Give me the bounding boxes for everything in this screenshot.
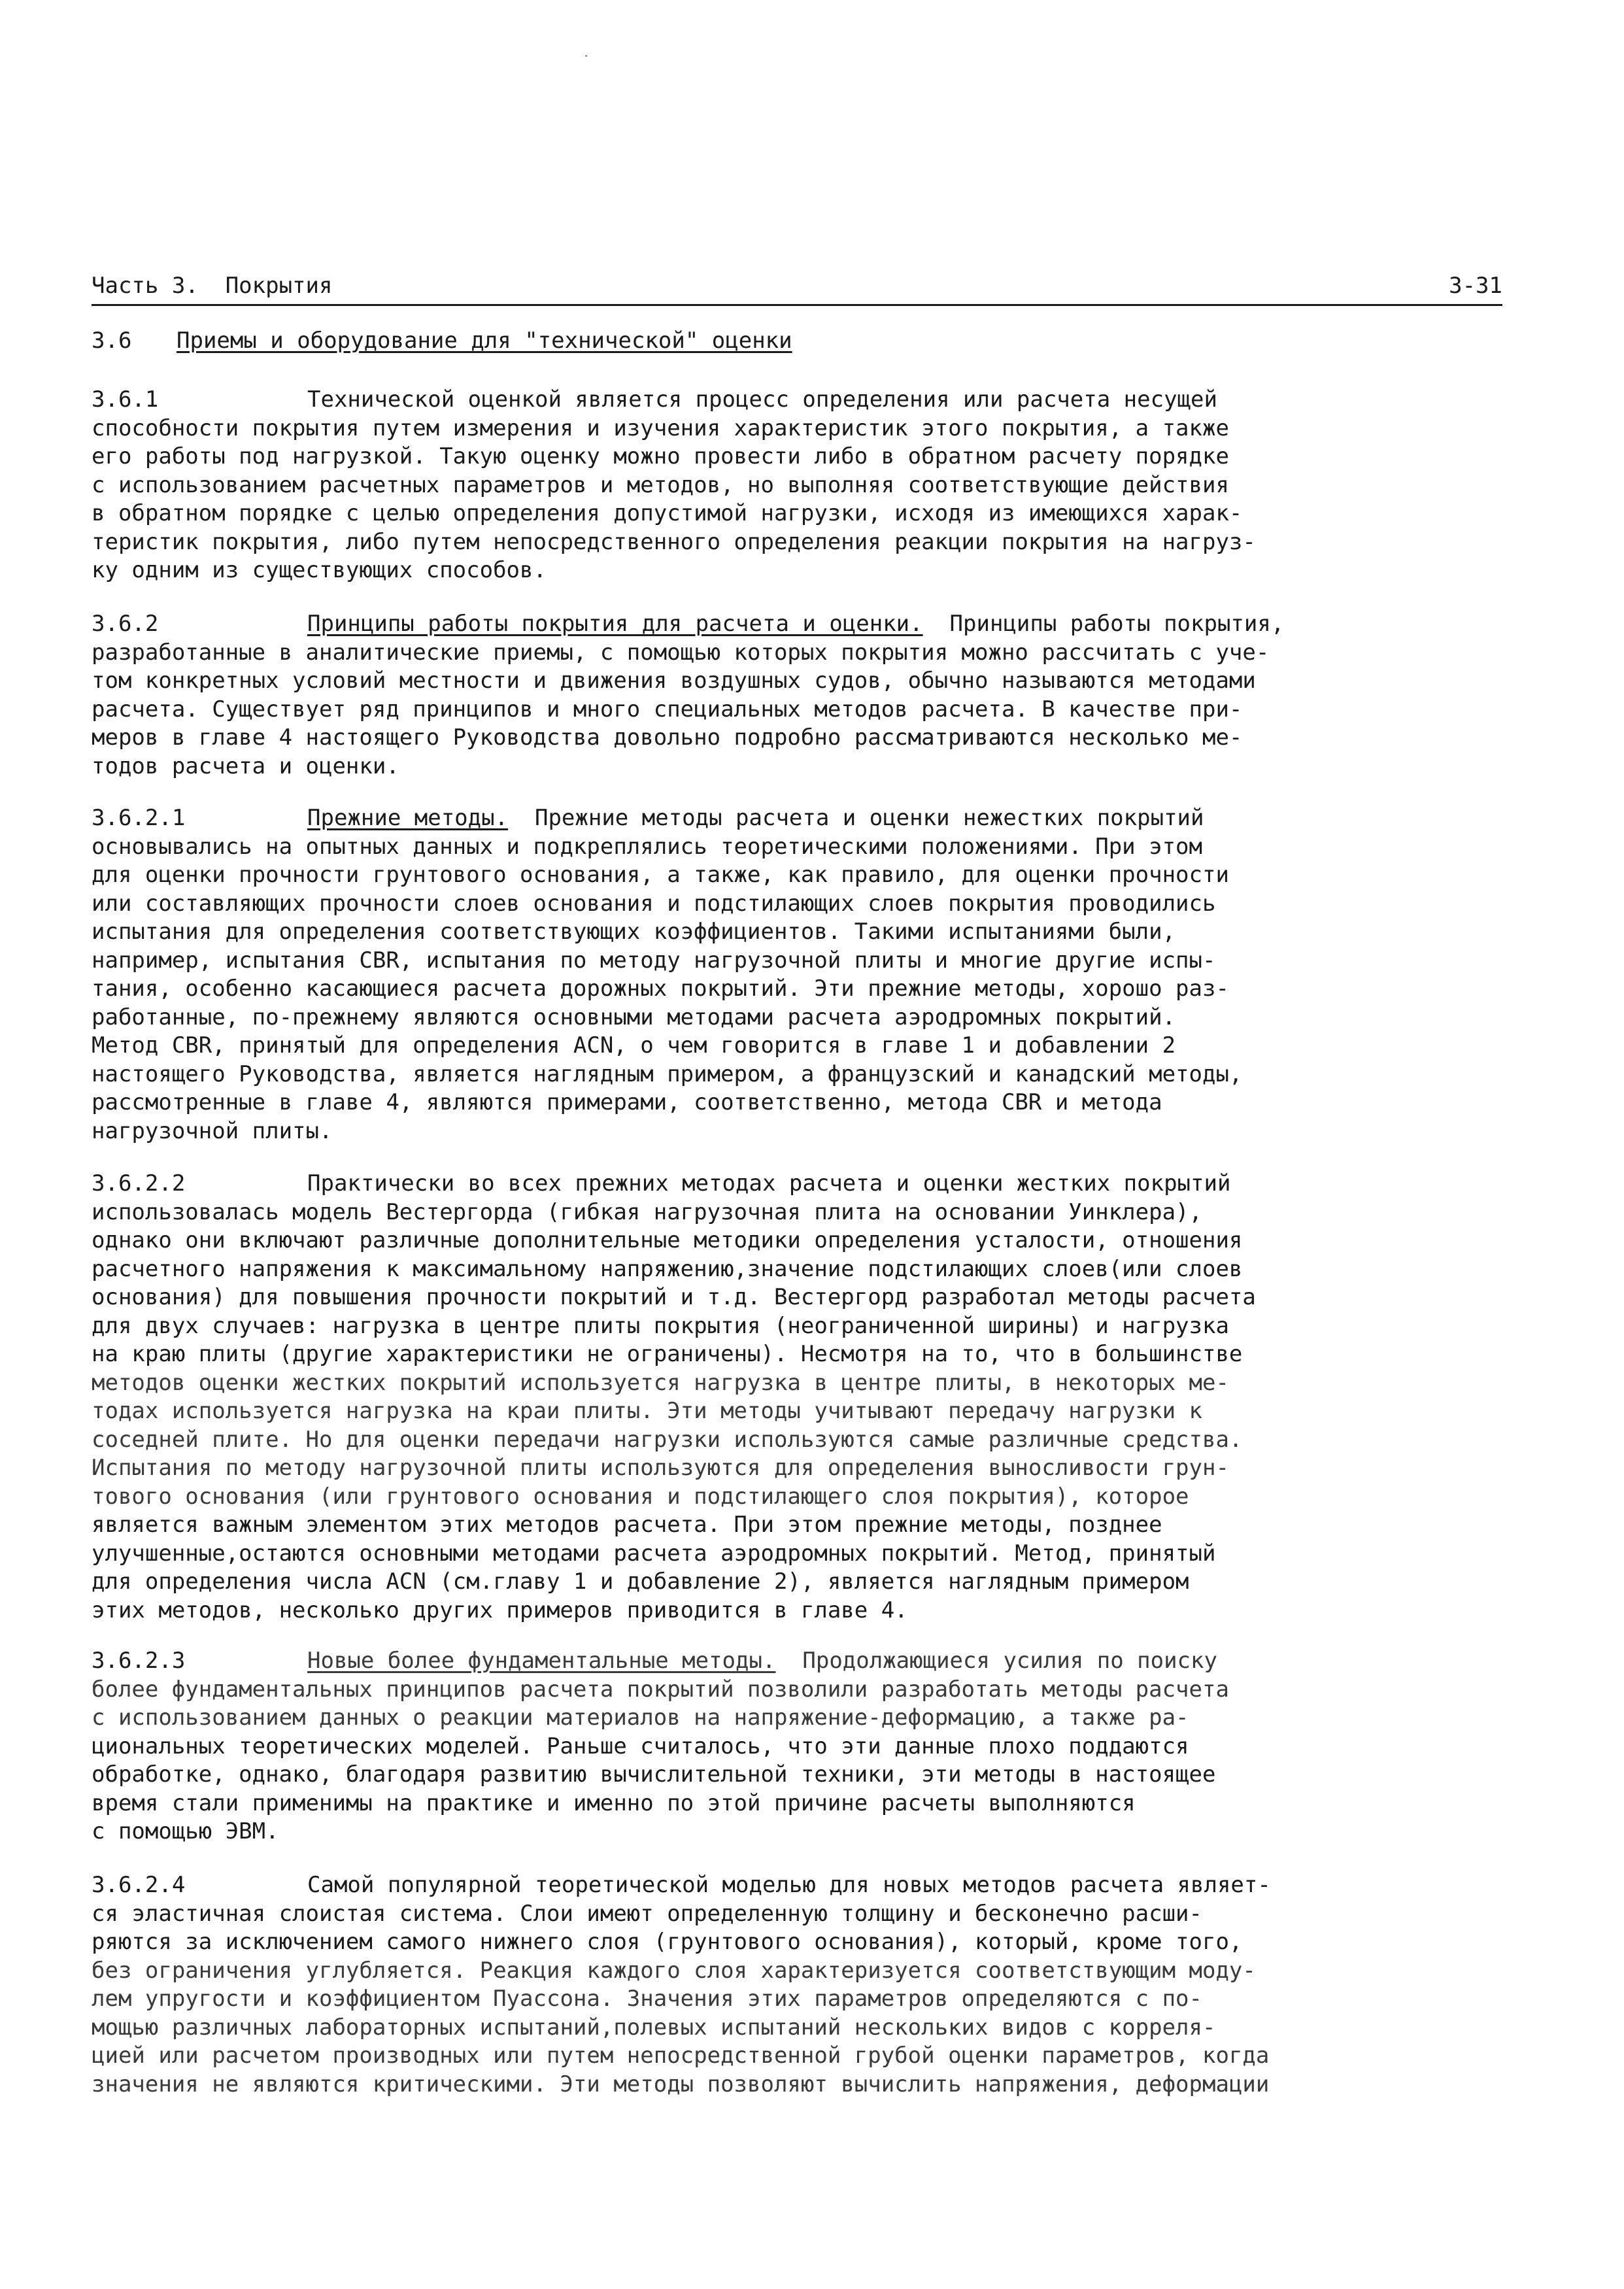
paragraph-line: является важным элементом этих методов расчета. При этом прежние методы, позднее (92, 1512, 1162, 1538)
paragraph-line: с использованием данных о реакции материалов на напряжение-деформацию, а также ра- (92, 1704, 1189, 1731)
paragraph-3-6-2-1 (92, 804, 1556, 1145)
running-header (92, 271, 1502, 306)
paragraph-line: значения не являются критическими. Эти методы позволяют вычислить напряжения, деформации (92, 2071, 1270, 2097)
paragraph-line: том конкретных условий местности и движения воздушных судов, обычно называются методами (92, 668, 1256, 694)
paragraph-line: тодов расчета и оценки. (92, 753, 399, 779)
paragraph-line: для определения числа ACN (см.главу 1 и добавление 2), является наглядным примером (92, 1568, 1189, 1595)
paragraph-line: в обратном порядке с целью определения допустимой нагрузки, исходя из имеющихся харак- (92, 500, 1243, 526)
paragraph-number: 3.6.1 (92, 386, 159, 413)
paragraph-line: на краю плиты (другие характеристики не ограничены). Несмотря на то, что в большинстве (92, 1341, 1243, 1367)
paragraph-line: тодах используется нагрузка на краи плиты. Эти методы учитывают передачу нагрузки к (92, 1398, 1202, 1424)
paragraph-line: этих методов, несколько других примеров приводится в главе 4. (92, 1597, 908, 1623)
paragraph-line: использовалась модель Вестергорда (гибкая нагрузочная плита на основании Уинклера), (92, 1198, 1202, 1225)
paragraph-line: время стали применимы на практике и именно по этой причине расчеты выполняются (92, 1789, 1136, 1816)
paragraph-first-line (92, 386, 1556, 415)
paragraph-line: Метод CBR, принятый для определения ACN, о чем говорится в главе 1 и добавлении 2 (92, 1032, 1176, 1059)
paragraph-line: однако они включают различные дополнительные методики определения усталости, отношения (92, 1227, 1243, 1253)
paragraph-line: ку одним из существующих способов. (92, 557, 547, 583)
paragraph-number: 3.6.2.4 (92, 1872, 186, 1898)
paragraph-number: 3.6.2 (92, 611, 159, 637)
paragraph-line: соседней плите. Но для оценки передачи нагрузки используются самые различные средства. (92, 1426, 1243, 1453)
paragraph-first-line (92, 1871, 1556, 1900)
paragraph-line: нагрузочной плиты. (92, 1117, 333, 1144)
paragraph-text: Прежние методы расчета и оценки нежестких покрытий (508, 805, 1204, 831)
paragraph-line: для двух случаев: нагрузка в центре плиты покрытия (неограниченной ширины) и нагрузка (92, 1312, 1229, 1339)
paragraph-text: Технической оценкой является процесс определения или расчета несущей (307, 386, 1217, 413)
paragraph-line: например, испытания CBR, испытания по методу нагрузочной плиты и многие другие испы- (92, 947, 1216, 974)
paragraph-line: работанные, по-прежнему являются основными методами расчета аэродромных покрытий. (92, 1004, 1176, 1030)
paragraph-3-6-2 (92, 610, 1556, 781)
paragraph-first-line (92, 1647, 1556, 1676)
paragraph-line: методов оценки жестких покрытий используется нагрузка в центре плиты, в некоторых ме- (92, 1369, 1229, 1396)
paragraph-3-6-2-2 (92, 1170, 1556, 1625)
paragraph-line: способности покрытия путем измерения и изучения характеристик этого покрытия, а также (92, 415, 1229, 441)
paragraph-line: испытания для определения соответствующих коэффициентов. Такими испытаниями были, (92, 919, 1176, 945)
paragraph-3-6-1 (92, 386, 1556, 585)
paragraph-line: расчетного напряжения к максимальному напряжению,значение подстилающих слоев(или слоев (92, 1255, 1243, 1282)
paragraph-number: 3.6.2.1 (92, 805, 186, 831)
paragraph-line: с помощью ЭВМ. (92, 1818, 279, 1844)
paragraph-heading: Новые более фундаментальные методы. (307, 1648, 776, 1674)
paragraph-3-6-2-4 (92, 1871, 1556, 2099)
paragraph-line: разработанные в аналитические приемы, с помощью которых покрытия можно рассчитать с уче- (92, 639, 1270, 666)
paragraph-line: ся эластичная слоистая система. Слои имеют определенную толщину и бесконечно расши- (92, 1900, 1202, 1927)
paragraph-text: Самой популярной теоретической моделью для новых методов расчета являет- (307, 1872, 1271, 1898)
paragraph-line: обработке, однако, благодаря развитию вычислительной техники, эти методы в настоящее (92, 1761, 1216, 1788)
paragraph-number: 3.6.2.3 (92, 1648, 186, 1674)
paragraph-line: рассмотренные в главе 4, являются примерами, соответственно, метода CBR и метода (92, 1089, 1162, 1115)
paragraph-line: более фундаментальных принципов расчета покрытий позволили разработать методы расчета (92, 1676, 1229, 1703)
paragraph-line: цией или расчетом производных или путем непосредственной грубой оценки параметров, когда (92, 2043, 1270, 2069)
paragraph-first-line (92, 1170, 1556, 1198)
paragraph-text: Принципы работы покрытия, (922, 611, 1285, 637)
section-heading (92, 326, 792, 356)
paragraph-line: теристик покрытия, либо путем непосредственного определения реакции покрытия на нагруз- (92, 528, 1256, 555)
paragraph-line: без ограничения углубляется. Реакция каждого слоя характеризуется соответствующим моду- (92, 1957, 1256, 1984)
paragraph-line: или составляющих прочности слоев основания и подстилающих слоев покрытия проводились (92, 890, 1216, 917)
paragraph-line: ряются за исключением самого нижнего слоя (грунтового основания), который, кроме того, (92, 1929, 1243, 1955)
paragraph-line: Испытания по методу нагрузочной плиты используются для определения выносливости грун- (92, 1455, 1229, 1481)
paragraph-heading: Прежние методы. (307, 805, 509, 831)
paragraph-line: настоящего Руководства, является наглядным примером, а французский и канадский методы, (92, 1060, 1243, 1087)
paragraph-line: меров в главе 4 настоящего Руководства довольно подробно рассматриваются несколько ме- (92, 724, 1243, 751)
section-number: 3.6 (92, 328, 132, 354)
page-number: 3-31 (1449, 273, 1502, 299)
paragraph-line: циональных теоретических моделей. Раньше считалось, что эти данные плохо поддаются (92, 1733, 1189, 1759)
paragraph-line: мощью различных лабораторных испытаний,полевых испытаний нескольких видов с корреля- (92, 2014, 1216, 2041)
paragraph-line: с использованием расчетных параметров и методов, но выполняя соответствующие действия (92, 471, 1229, 498)
paragraph-line: улучшенные,остаются основными методами расчета аэродромных покрытий. Метод, принятый (92, 1540, 1216, 1567)
paragraph-text: Продолжающиеся усилия по поиску (775, 1648, 1217, 1674)
scan-speck (585, 55, 587, 57)
paragraph-first-line (92, 804, 1556, 833)
paragraph-line: основания) для повышения прочности покрытий и т.д. Вестергорд разработал методы расчета (92, 1284, 1256, 1310)
paragraph-line: расчета. Существует ряд принципов и много специальных методов расчета. В качестве при- (92, 696, 1243, 722)
paragraph-line: тового основания (или грунтового основания и подстилающего слоя покрытия), которое (92, 1483, 1189, 1510)
paragraph-number: 3.6.2.2 (92, 1170, 186, 1196)
paragraph-line: его работы под нагрузкой. Такую оценку можно провести либо в обратном расчету порядке (92, 443, 1229, 469)
paragraph-heading: Принципы работы покрытия для расчета и оценки. (307, 611, 923, 637)
paragraph-text: Практически во всех прежних методах расчета и оценки жестких покрытий (307, 1170, 1231, 1196)
paragraph-line: тания, особенно касающиеся расчета дорожных покрытий. Эти прежние методы, хорошо раз- (92, 975, 1229, 1002)
paragraph-3-6-2-3 (92, 1647, 1556, 1846)
section-title: Приемы и оборудование для "технической" оценки (177, 328, 792, 354)
paragraph-line: основывались на опытных данных и подкреплялись теоретическими положениями. При этом (92, 833, 1202, 860)
paragraph-line: лем упругости и коэффициентом Пуассона. Значения этих параметров определяются с по- (92, 1986, 1202, 2012)
paragraph-first-line (92, 610, 1556, 639)
paragraph-line: для оценки прочности грунтового основания, а также, как правило, для оценки прочности (92, 862, 1229, 888)
part-title: Часть 3. Покрытия (92, 273, 333, 299)
